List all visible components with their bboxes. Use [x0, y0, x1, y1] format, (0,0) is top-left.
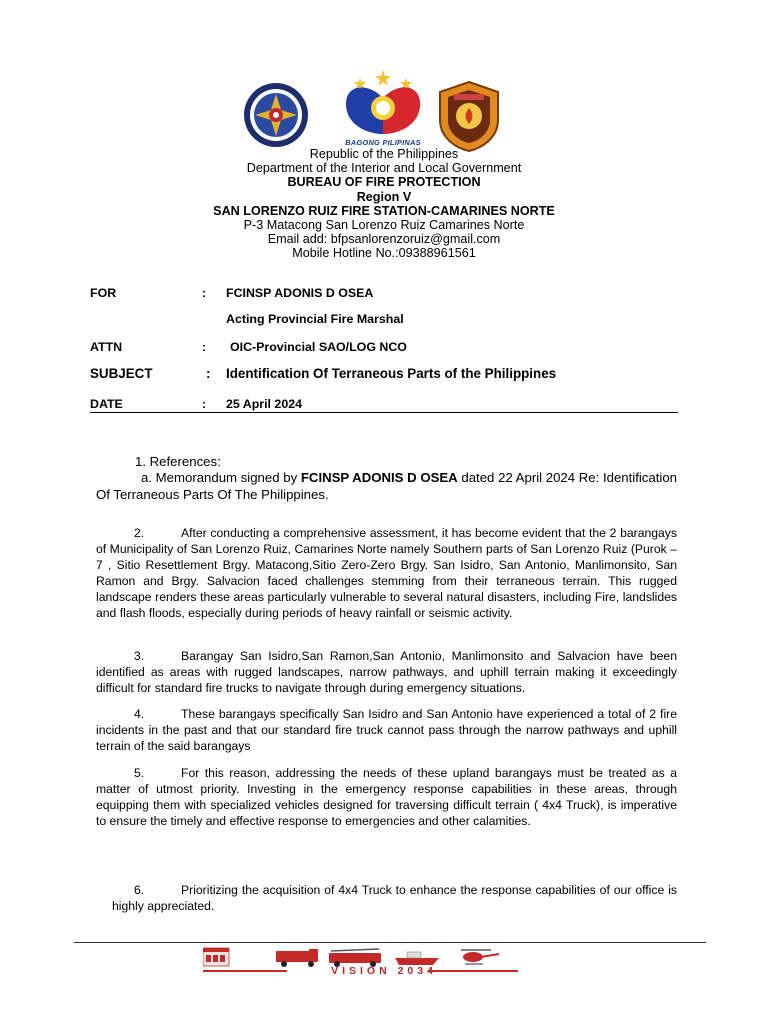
paragraph-text: These barangays specifically San Isidro and San Antonio have experienced a total of 2 fire incidents in the past and that our standard fire truck cannot pass through the narrow pathways and uphill terrain of the said barangays — [96, 707, 677, 753]
memo-for-value: FCINSP ADONIS D OSEA — [226, 286, 374, 300]
memo-date-value: 25 April 2024 — [226, 397, 302, 411]
memo-attn-value: OIC-Provincial SAO/LOG NCO — [230, 340, 407, 354]
bagong-pilipinas-text: BAGONG PILIPINAS — [345, 138, 421, 147]
reference-a-prefix: a. Memorandum signed by — [141, 470, 298, 486]
letterhead — [0, 147, 768, 261]
memo-attn-label: ATTN — [90, 340, 123, 354]
memo-attn-row — [90, 340, 407, 354]
fire-station-icon — [203, 948, 229, 966]
header-address: P-3 Matacong San Lorenzo Ruiz Camarines Norte — [243, 218, 525, 233]
memo-colon: : — [202, 397, 207, 411]
paragraph-2 — [96, 526, 677, 621]
reference-a-suffix: dated 22 April 2024 Re: Identification Of Terraneous Parts Of The Philippines. — [96, 470, 677, 502]
bfp-seal-icon — [243, 82, 309, 148]
fire-boat-icon — [395, 952, 439, 965]
paragraph-4 — [96, 707, 677, 755]
memo-for-label: FOR — [90, 286, 117, 300]
memo-colon: : — [202, 286, 207, 300]
memo-colon: : — [202, 340, 207, 354]
references-block — [96, 454, 677, 503]
memo-subject-row — [90, 366, 557, 381]
header-station: SAN LORENZO RUIZ FIRE STATION-CAMARINES NORTE — [213, 203, 555, 218]
references-heading: 1. References: — [135, 454, 221, 469]
memo-for-row — [90, 286, 374, 300]
bagong-pilipinas-icon — [338, 68, 428, 138]
reference-a — [96, 470, 677, 503]
reference-a-name: FCINSP ADONIS D OSEA — [300, 470, 458, 486]
paragraph-6 — [112, 883, 677, 915]
memo-divider — [90, 412, 678, 413]
paragraph-number: 5. — [134, 766, 145, 780]
header-republic: Republic of the Philippines — [309, 147, 459, 161]
bagong-pilipinas-logo — [338, 68, 428, 152]
paragraph-5 — [96, 766, 677, 830]
header-hotline: Mobile Hotline No.:09388961561 — [292, 246, 476, 261]
memo-subject-label: SUBJECT — [90, 366, 153, 381]
memo-for-title: Acting Provincial Fire Marshal — [226, 312, 404, 326]
paragraph-number: 6. — [134, 883, 145, 897]
memo-subject-value: Identification Of Terraneous Parts of the Philippines — [226, 366, 557, 381]
paragraph-number: 4. — [134, 707, 145, 721]
paragraph-text: After conducting a comprehensive assessment, it has become evident that the 2 barangays of Municipality of San Lorenzo Ruiz, Camarines Norte namely Southern parts of San Lorenzo Ruiz (Purok – 7 , Sitio Resettlement Brgy. Matacong,Sitio Zero-Zero Brgy. San Isidro, San Antonio, Manlimonsito, San Ramon and Brgy. Salvacion faced challenges stemming from their terraneous terrain. This rugged landscape renders these areas particularly vulnerable to several natural disasters, including Fire, landslides and flash floods, especially during periods of heavy rainfall or seismic activity. — [96, 526, 677, 620]
header-department: Department of the Interior and Local Government — [246, 161, 522, 176]
paragraph-text: For this reason, addressing the needs of these upland barangays must be treated as a matter of utmost priority. Investing in the emergency response capabilities in these areas, through equipping them with specialized vehicles designed for traversing difficult terrain ( 4x4 Truck), is imperative to ensure the timely and effective response to emergencies and other calamities. — [96, 766, 677, 828]
station-badge-icon — [436, 80, 502, 152]
helicopter-icon — [461, 950, 499, 964]
paragraph-text: Barangay San Isidro,San Ramon,San Antonio, Manlimonsito and Salvacion have been identified as areas with rugged landscapes, narrow pathways, and uphill terrain making it exceedingly difficult for standard fire trucks to navigate through during emergency situations. — [96, 649, 677, 695]
footer-divider — [74, 942, 706, 943]
paragraph-number: 3. — [134, 649, 145, 663]
paragraph-text: Prioritizing the acquisition of 4x4 Truck to enhance the response capabilities of our office is highly appreciated. — [112, 883, 677, 913]
paragraph-number: 2. — [134, 526, 145, 540]
memo-colon: : — [206, 366, 211, 381]
paragraph-3 — [96, 649, 677, 697]
memo-date-label: DATE — [90, 397, 123, 411]
memo-date-row — [90, 397, 302, 411]
header-logos — [0, 68, 768, 152]
header-bureau: BUREAU OF FIRE PROTECTION — [287, 175, 481, 190]
header-email: Email add: bfpsanlorenzoruiz@gmail.com — [267, 232, 501, 247]
footer-vision: VISION 2034 — [331, 965, 437, 977]
header-region: Region V — [356, 189, 412, 204]
